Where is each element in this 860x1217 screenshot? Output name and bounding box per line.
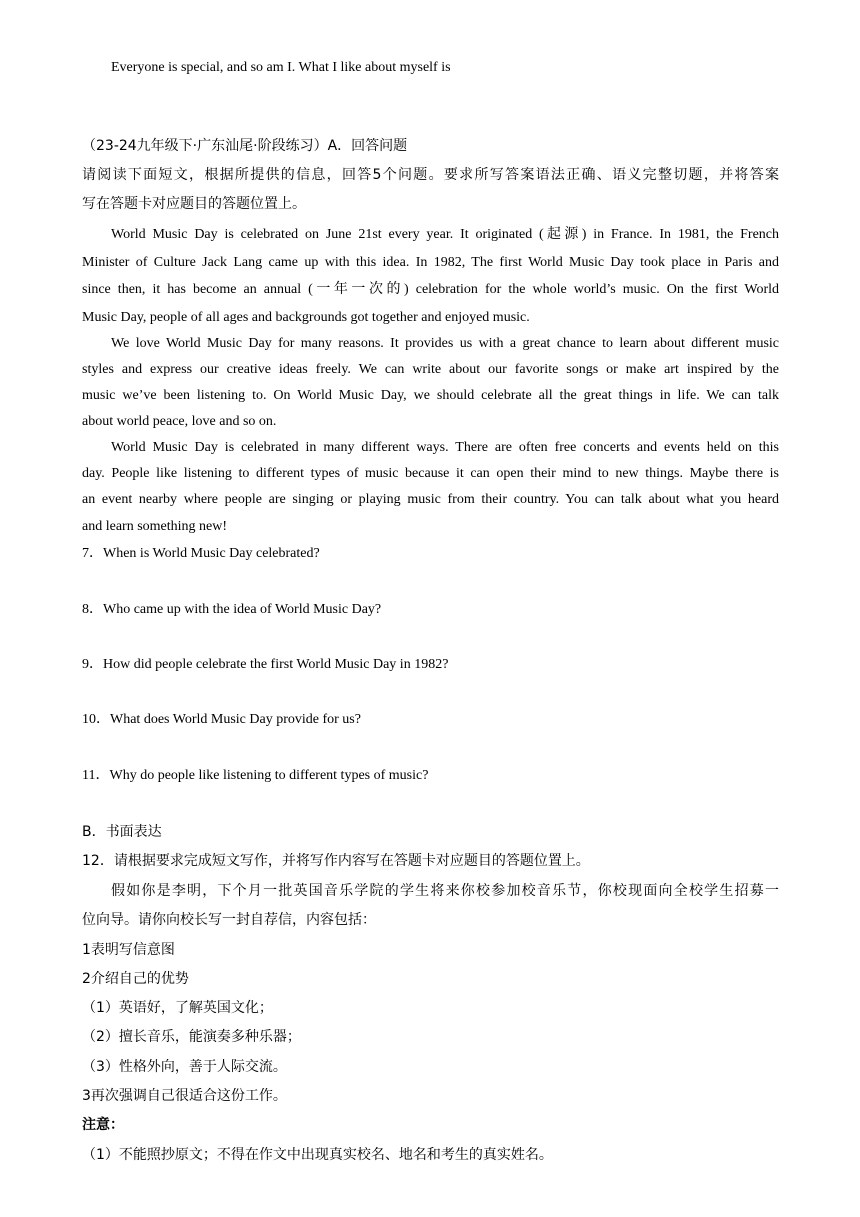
question-8: 8．Who came up with the idea of World Music Day? [82, 602, 382, 617]
question-10: 10．What does World Music Day provide for us? [82, 712, 361, 727]
passage-paragraph-2-line-3: music we’ve been listening to. On World Music Day, we should celebrate all the great things in life. We can talk [82, 388, 779, 403]
content-point-1: 1表明写信意图 [82, 942, 175, 958]
section-a-source-heading: （23-24九年级下·广东汕尾·阶段练习）A．回答问题 [82, 138, 408, 154]
passage-paragraph-3-line-2: day. People like listening to different types of music because it can open their mind to new things. Maybe there is [82, 466, 779, 481]
section-a-instruction-line-1: 请阅读下面短文，根据所提供的信息，回答5个问题。要求所写答案语法正确、语义完整切题，并将答案 [82, 167, 779, 183]
passage-paragraph-2-line-1: We love World Music Day for many reasons. It provides us with a great chance to learn about different music [111, 336, 779, 351]
content-point-3: 3再次强调自己很适合这份工作。 [82, 1088, 287, 1104]
passage-paragraph-1-line-1: World Music Day is celebrated on June 21st every year. It originated (起源) in France. In 1981, the French [111, 227, 779, 242]
section-b-heading: B．书面表达 [82, 824, 162, 840]
question-9: 9．How did people celebrate the first World Music Day in 1982? [82, 657, 449, 672]
question-11: 11．Why do people like listening to different types of music? [82, 768, 429, 783]
note-item-1: （1）不能照抄原文；不得在作文中出现真实校名、地名和考生的真实姓名。 [82, 1147, 553, 1163]
passage-paragraph-1-line-3: since then, it has become an annual (一年一次的) celebration for the whole world’s music. On the first World [82, 282, 779, 297]
writing-scenario-line-1: 假如你是李明，下个月一批英国音乐学院的学生将来你校参加校音乐节，你校现面向全校学生招募一 [111, 883, 779, 899]
passage-paragraph-1-line-4: Music Day, people of all ages and backgrounds got together and enjoyed music. [82, 310, 530, 325]
content-point-2: 2介绍自己的优势 [82, 971, 189, 987]
passage-paragraph-2-line-4: about world peace, love and so on. [82, 414, 277, 429]
writing-prompt-line: Everyone is special, and so am I. What I like about myself is [111, 60, 451, 75]
passage-paragraph-1-line-2: Minister of Culture Jack Lang came up with this idea. In 1982, The first World Music Day took place in Paris and [82, 255, 779, 270]
question-7: 7．When is World Music Day celebrated? [82, 546, 320, 561]
section-a-instruction-line-2: 写在答题卡对应题目的答题位置上。 [82, 196, 306, 212]
content-point-2-sub-1: （1）英语好，了解英国文化； [82, 1000, 273, 1016]
passage-paragraph-3-line-4: and learn something new! [82, 519, 228, 534]
writing-scenario-line-2: 位向导。请你向校长写一封自荐信，内容包括： [82, 912, 376, 928]
content-point-2-sub-2: （2）擅长音乐，能演奏多种乐器； [82, 1029, 301, 1045]
passage-paragraph-2-line-2: styles and express our creative ideas freely. We can write about our favorite songs or make art inspired by the [82, 362, 779, 377]
writing-task-instruction: 12．请根据要求完成短文写作，并将写作内容写在答题卡对应题目的答题位置上。 [82, 853, 590, 869]
passage-paragraph-3-line-1: World Music Day is celebrated in many different ways. There are often free concerts and events held on this [111, 440, 779, 455]
content-point-2-sub-3: （3）性格外向，善于人际交流。 [82, 1059, 287, 1075]
note-label: 注意： [82, 1117, 124, 1133]
passage-paragraph-3-line-3: an event nearby where people are singing or playing music from their country. You can talk about what you heard [82, 492, 779, 507]
